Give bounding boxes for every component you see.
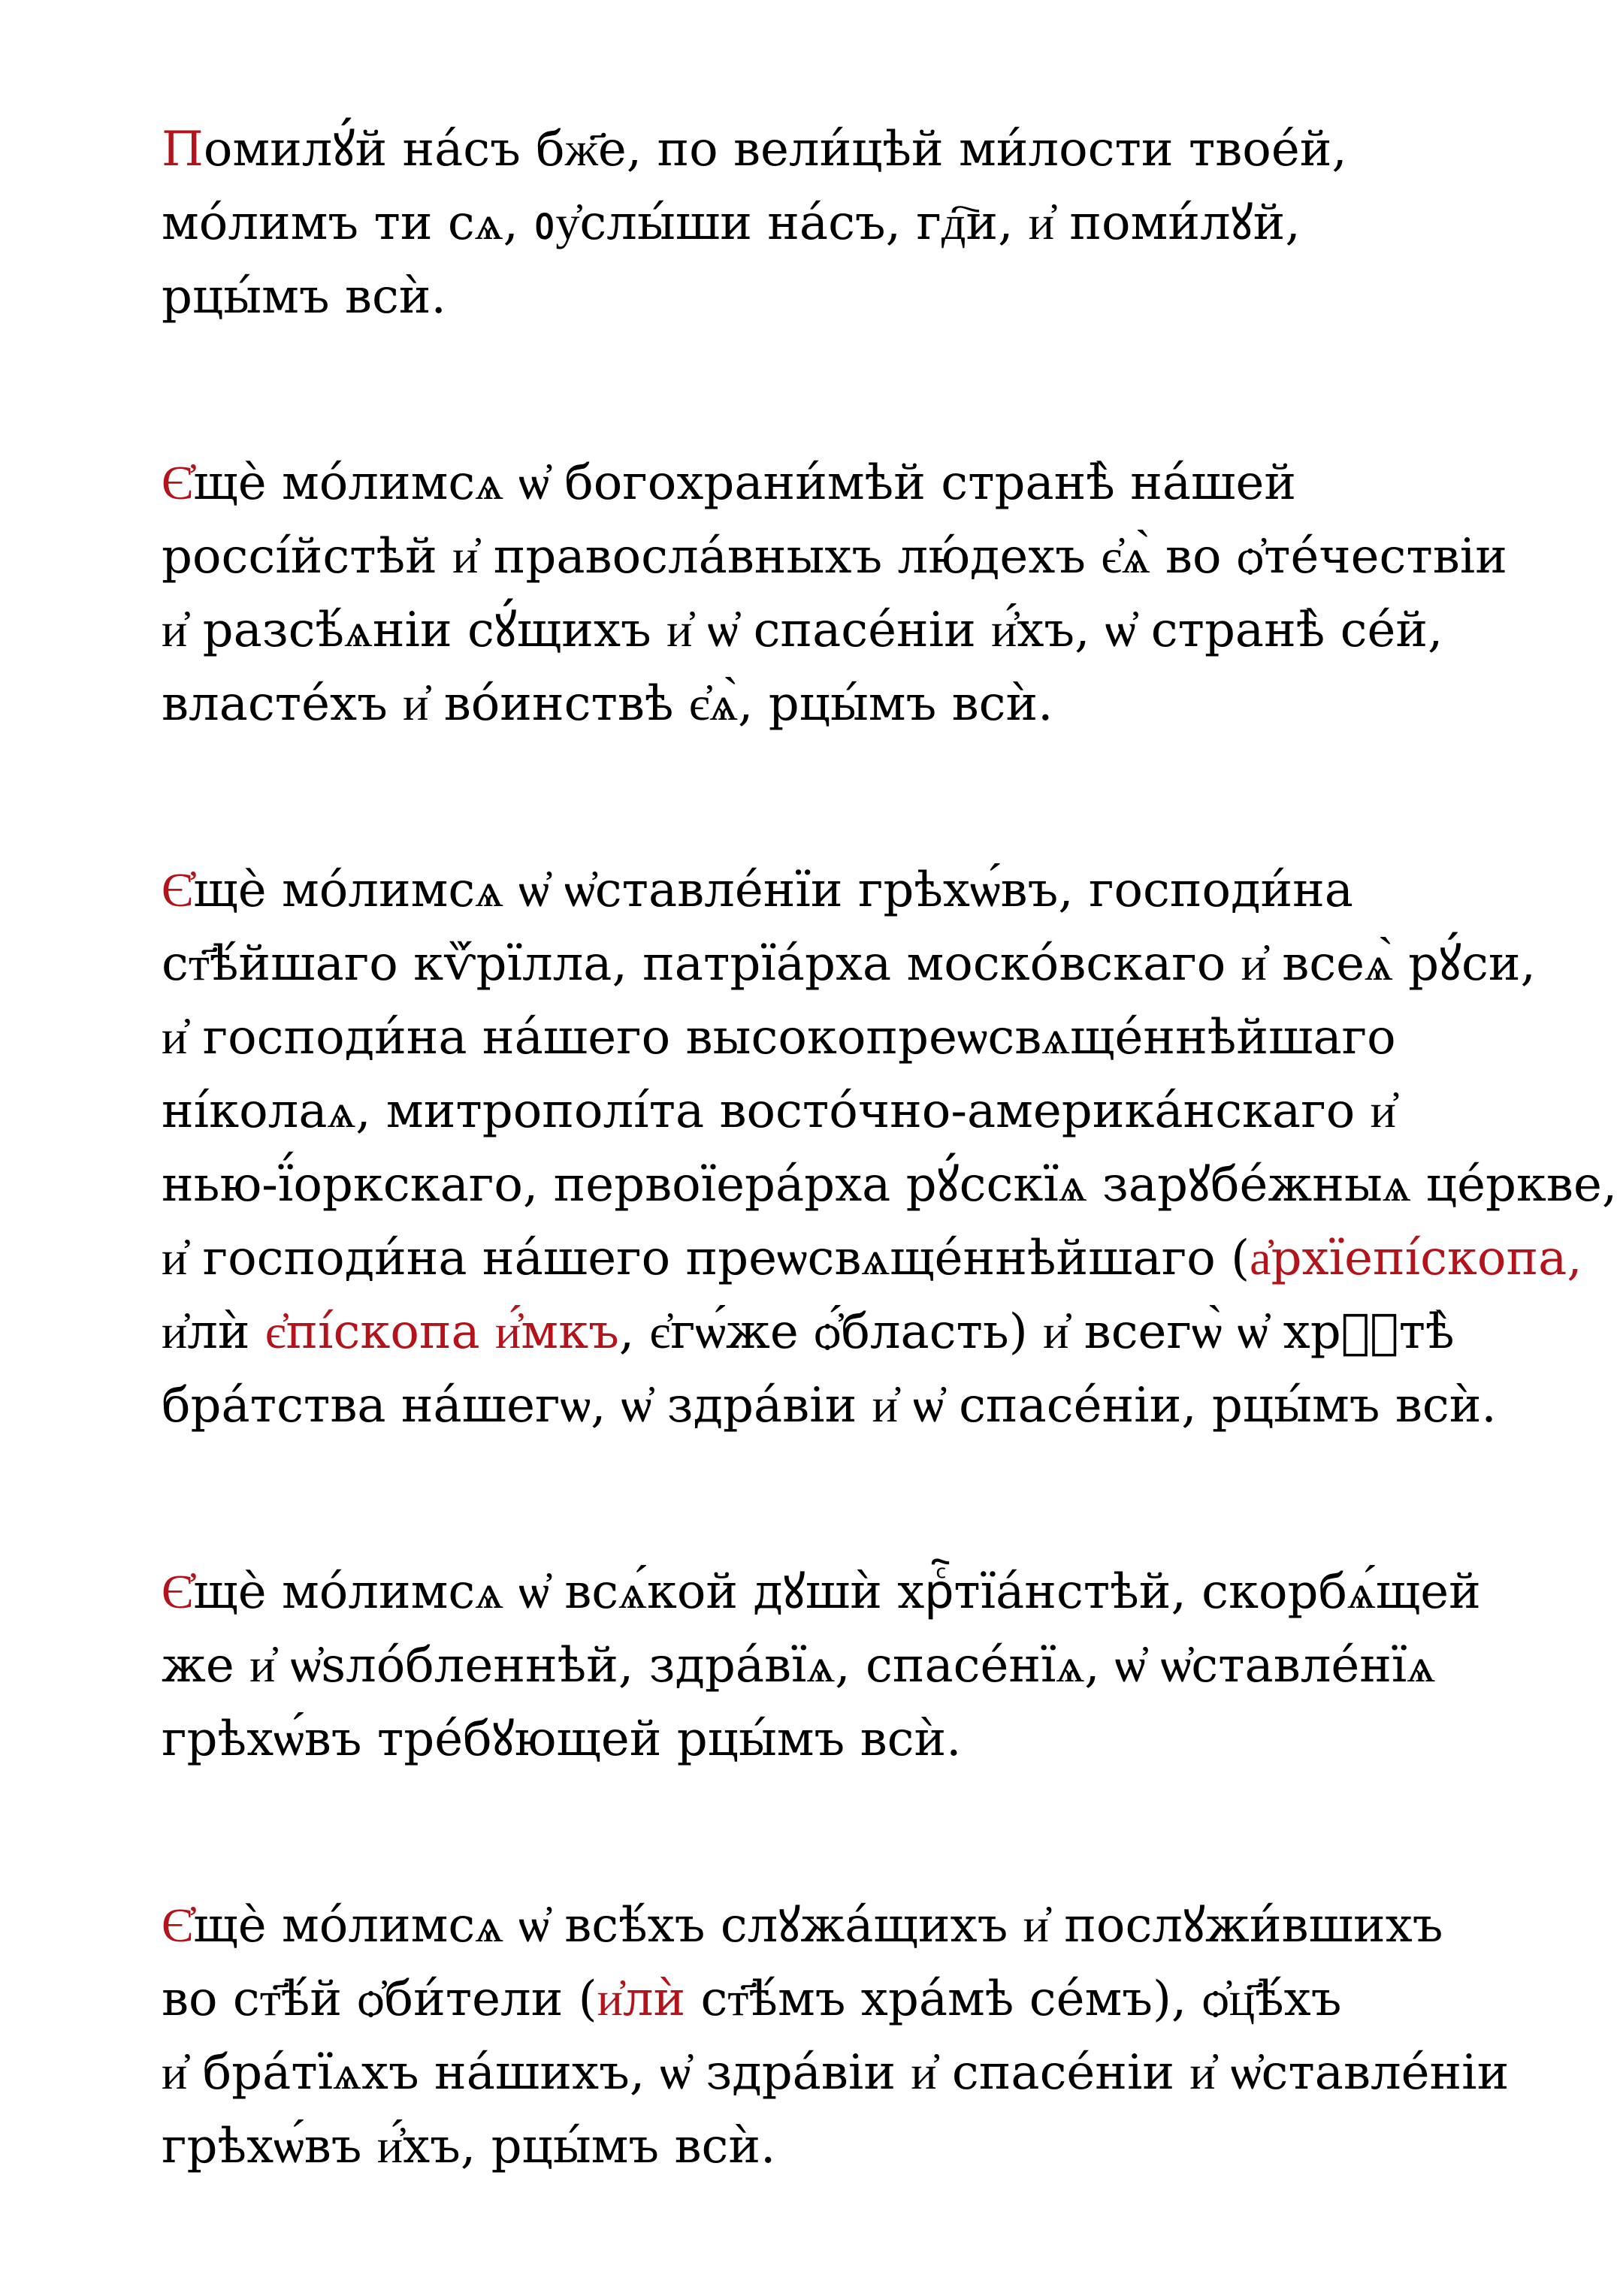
rubric-text: П [162,122,204,177]
body-text: ні́колаѧ, митрополі́та восто́чно-америка́нскаго и҆ [162,1083,1396,1139]
text-line [162,520,1507,594]
body-text: ст҃ѣ́мъ хра́мѣ се́мъ), ѻ҆ц҃ѣ́хъ [685,1971,1342,2027]
body-text: и҆лѝ [162,1304,265,1360]
rubric-text: є҆пі́скопа и҆́мкъ [264,1304,619,1360]
petition-paragraph [162,446,1507,741]
body-text: во ст҃ѣ́й ѻ҆би́тели ( [162,1971,597,2027]
text-line [162,1074,1439,1148]
text-line [162,1148,1617,1222]
text-line [162,1555,1481,1629]
body-text: и҆ разсѣ́ѧніи сꙋ́щихъ и҆ ѡ҆ спасе́ніи и҆́хъ, ѡ҆ странѣ̀ се́й, [162,603,1443,658]
text-line [162,113,1439,186]
body-text: россі́йстѣй и҆ правосла́вныхъ лю́дехъ є҆ѧ̀ во ѻ҆те́чествіи [162,529,1507,585]
rubric-text: Є҆ [162,1564,194,1620]
body-text: бра́тства на́шегѡ, ѡ҆ здра́віи и҆ ѡ҆ спасе́ніи, рцы́мъ всѝ. [162,1378,1497,1433]
petition-paragraph [162,1555,1481,1776]
text-line [162,1629,1439,1702]
rubric-text: Є҆ [162,1898,194,1953]
text-line [162,1369,1497,1443]
text-line [162,1222,1582,1295]
rubric-text: Є҆ [162,863,194,918]
text-line [162,1702,1439,1776]
text-line [162,853,1439,927]
body-text: и҆ господи́на на́шего преѡсвѧще́ннѣйшаго ( [162,1231,1250,1286]
body-text: и҆ господи́на на́шего высокопреѡсвѧще́ннѣйшаго [162,1010,1396,1065]
text-line [162,1889,1443,1962]
rubric-text: Є҆ [162,455,194,511]
petition-paragraph [162,1889,1510,2183]
rubric-text: а҆рхїепі́скопа, [1250,1231,1582,1286]
text-line [162,1295,1455,1369]
body-text: грѣхѡ́въ тре́бꙋющей рцы́мъ всѝ. [162,1711,962,1767]
text-line [162,2036,1510,2110]
text-line [162,1962,1439,2036]
body-text: же и҆ ѡ҆ѕло́бленнѣй, здра́вїѧ, спасе́нїѧ, ѡ҆ ѡ҆ставле́нїѧ [162,1638,1436,1693]
body-text: щѐ мо́лимсѧ ѡ҆ богохрани́мѣй странѣ̀ на́шей [193,455,1297,511]
text-line [162,667,1439,741]
body-text: власте́хъ и҆ во́инствѣ є҆ѧ̀, рцы́мъ всѝ. [162,676,1053,732]
text-line [162,446,1439,520]
body-text: и҆ бра́тїѧхъ на́шихъ, ѡ҆ здра́віи и҆ спасе́ніи и҆ ѡ҆ставле́ніи [162,2045,1510,2101]
petition-paragraph [162,113,1439,334]
body-text: мо́лимъ ти сѧ, ᲂу҆слы́ши на́съ, гд҇и, и҆ поми́лꙋй, [162,195,1301,251]
body-text: нью-ї́оркскаго, первоїера́рха рꙋ́сскїѧ зарꙋбе́жныѧ це́ркве, [162,1157,1617,1213]
body-text: щѐ мо́лимсѧ ѡ҆ всѧ́кой дꙋшѝ хрⷭ҇тїа́нстѣй, скорбѧ́щей [193,1564,1481,1620]
rubric-text: и҆лѝ [597,1971,686,2027]
text-line [162,186,1439,260]
petition-paragraph [162,853,1617,1443]
body-text: ст҃ѣ́йшаго кѷ́рїлла, патрїа́рха моско́вскаго и҆ всеѧ̀ рꙋ́си, [162,936,1536,992]
body-text: , є҆гѡ́же ѻ҆́бласть) и҆ всегѡ̀ ѡ҆ хрⷭ҇тѣ̀ [618,1304,1455,1360]
text-line [162,2110,1439,2183]
body-text: грѣхѡ́въ и҆́хъ, рцы́мъ всѝ. [162,2119,776,2174]
text-line [162,927,1536,1001]
body-text: щѐ мо́лимсѧ ѡ҆ ѡ҆ставле́нїи грѣхѡ́въ, господи́на [193,863,1353,918]
text-line [162,260,1439,334]
text-line [162,594,1443,667]
body-text: щѐ мо́лимсѧ ѡ҆ всѣ́хъ слꙋжа́щихъ и҆ послꙋжи́вшихъ [193,1898,1443,1953]
prayer-page [162,113,1617,2296]
text-line [162,1001,1439,1074]
body-text: рцы́мъ всѝ. [162,269,446,325]
body-text: омилꙋ́й на́съ бж҃е, по вели́цѣй ми́лости твое́й, [203,122,1347,177]
